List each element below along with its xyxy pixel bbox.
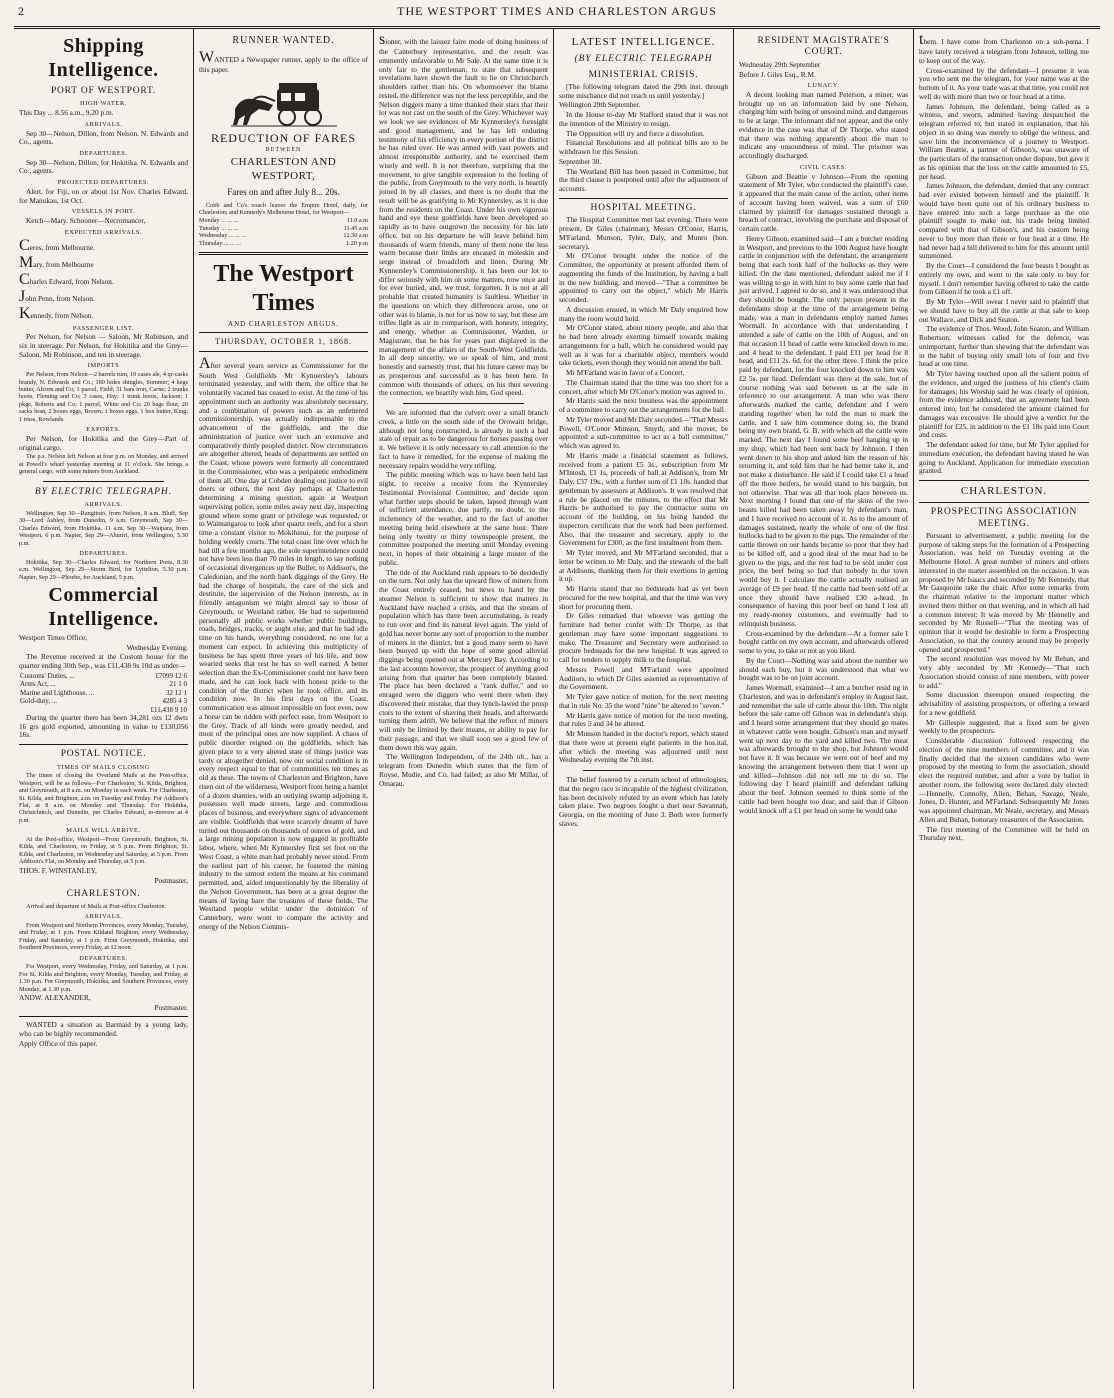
revenue-table <box>19 672 188 714</box>
crisis-note: [The following telegram dated the 29th inst. through some mischance did not reach us until yesterday.] <box>559 81 728 100</box>
timetable-row: Tuesday ... ... ... 11.45 a.m <box>199 224 368 232</box>
court-paragraph: Mr Tyler having touched upon all the salient points of the evidence, and urged the justness of his client's claim for damages; his Worship said he was clearly of opinion, from the evidence adduced, that an agreement had been entered into, but he considered the amount claimed for damages was excessive. He should give a verdict for the plaintiff for £25, in addition to the £1 18s paid into Court and costs. <box>919 369 1089 440</box>
rm-before: Before J. Giles Esq., R.M. <box>739 69 816 79</box>
prospecting-heading: PROSPECTING ASSOCIATION MEETING. <box>930 507 1078 529</box>
expected-line: John Penn, from Nelson. <box>19 287 95 305</box>
revenue-total: £11,438 9 10 <box>150 705 187 714</box>
charleston-intro: Arrival and departure of Mails at Post-office Charleston. <box>26 902 167 910</box>
route-heading: CHARLESTON AND WESTPORT, <box>230 156 337 182</box>
departures-text: Sep 30—Nelson, Dillon, for Hokitika. N. Edwards and Co., agents. <box>19 157 188 176</box>
prospecting-paragraph: The first meeting of the Committee will be held on Thursday next, <box>919 824 1089 843</box>
table-row: Arms Act, ... 21 1 0 <box>20 680 187 689</box>
sept30-date: September 30. <box>559 156 602 166</box>
hospital-paragraph: Mr Harris said the next business was the appointment of a committee to carry out the arrangements for the ball. <box>559 396 728 415</box>
postal-heading: POSTAL NOTICE. <box>60 749 147 760</box>
hospital-paragraph: Mr M'Farland was in favor of a Concert. <box>566 368 685 378</box>
imports-text: Per Nelson, from Nelson—2 barrels rum, 10 cases ale, 4 qr-casks brandy, N. Edwards and Co.; 160 hides shingles, Sommer; 4 kegs butter, Alcorn and Co; 1 parcel, Field; 31 bars iron, Carne; 2 trunks boots, Fleming and Co; 3 cases, Hay; 1 trunk boots, Jackson; 1 pkge, Roberts and Co; 1 parcel, White and Co; 20 bags flour, 20 sacks bran, 2 boxes eggs, Brown; 1 boxes eggs, 1 box butter, King; 1 truss, Rowlands. <box>19 371 188 423</box>
ch-departures-text: For Westport, every Wednesday, Friday, and Saturday, at 1 p.m. For St. Kilda and Brighton, every Monday, Tuesday, and Friday, at 1.30 p.m. For Greymouth, Hokitika, and Southern Provinces, every Monday, at 1.30 p.m. <box>19 963 188 993</box>
imports-heading: IMPORTS <box>87 362 120 370</box>
times-mails-heading: TIMES OF MAILS CLOSING <box>57 763 150 771</box>
exports-text: Per Nelson, for Hokitika and the Grey—Part of original cargo. <box>19 433 188 452</box>
page-number: 2 <box>18 4 24 18</box>
prospecting-paragraph: Pursuant to advertisement, a public meeting for the purpose of taking steps for the formation of a Prospecting Association, was held on Tuesday evening at the Melbourne Hotel. A great number of miners and others interested in the matter assembled on the occasion. It was proposed by Mr Isaacs and seconded by Mr Kennedy, that Mr Gasquoine take the chair. After some remarks from the chairman relative to the important matter which invited them thither on that evening, and in which all had a common interest: It was moved by Mr Hennelly and seconded by Mr Russell—"That the meeting was of opinion that it would be desirable to form a Prospecting Association, so that the country around may be properly opened and prospected." <box>919 530 1089 654</box>
postmaster-name: THOS. F. WINSTANLEY, <box>19 865 97 875</box>
expected-line: Mary, from Melbourne <box>19 253 94 271</box>
rm-date: Wednesday 29th September <box>739 59 821 69</box>
crisis-paragraph: In the House to-day Mr Stafford stated that it was not the intention of the Ministry to resign. <box>559 110 728 128</box>
high-water-text: This Day ... 8.56 a.m., 9.20 p.m. <box>19 108 114 118</box>
departures-heading: DEPARTURES. <box>79 150 128 158</box>
projected-heading: PROJECTED DEPARTURES. <box>57 179 150 187</box>
hospital-paragraph: Dr Giles remarked that whoever was getting the furniture had better confer with Dr Thorpe, as that gentleman may have some important suggestions to make. The Treasurer and Secretary were authorised to procure bedsteads for the new hospital. It was agreed to call for tenders to supply milk to the hospital. <box>559 611 728 665</box>
hospital-paragraph: Mr Tyler gave notice of motion, for the next meeting that in rule No. 35 the word "nine" be altered to "seven." <box>559 692 728 710</box>
expected-line: Ceres, from Melbourne. <box>19 236 95 254</box>
commercial-heading: Commercial Intelligence. <box>48 583 159 630</box>
charleston-heading: CHARLESTON. <box>960 485 1048 497</box>
hospital-paragraph: A discussion ensued, in which Mr Daly enquired how many the room would hold. <box>559 304 728 323</box>
column-1 <box>14 29 194 1389</box>
timetable-row: Monday ... ... ... 11.0 a.m <box>199 217 368 225</box>
prospecting-paragraph: Considerable discussion followed respecting the election of the nine members of committee, and it was finally decided that the sixteen candidates who were proposed by the meeting to form the association, should elect the required number, and after a vote by ballot in another room, the following were declared duly elected:—Hennelly, Connolly, Allen, Behan, Savage, Neale, Jones, D. Hunter, and M'Farland. Subsequently Mr Jones was appointed chairman, Mr Neale, secretary, and Messrs Allen and Behan, honorary treasurers of the Association. <box>919 736 1089 824</box>
hospital-paragraph: Mr Munson handed in the doctor's report, which stated that there were at present eight patients in the hos.ital, after which the meeting was adjourned until next Wednesday evening the 7th inst. <box>559 729 728 765</box>
coach-notice: Cobb and Co's coach leaves the Empire Hotel, daily, for Charleston; and Kennedy's Melbourne Hotel, for Westport— <box>199 201 368 216</box>
column-6 <box>914 29 1094 1389</box>
revenue-text: The Revenue received at the Custom house for the quarter ending 30th Sep., was £11,438 9s 10d as under— <box>19 652 188 671</box>
public-meeting-paragraph: The public meeting which was to have been held last night, to receive a receive from the Kynnersley Testimonial Provisional Committee, and decide upon what further steps should be taken, lapsed through want of sufficient attendance, due partly, no doubt, to the inclemency of the weather, and to the fact of another meeting being held elsewhere at the same hour. There being only twenty or thirty townspeople present, the committee postponed the meeting until Monday evening next, in hopes of their obtaining a large muster of the public. <box>379 470 548 567</box>
mails-arrive-heading: MAILS WILL ARRIVE. <box>66 827 141 835</box>
hospital-paragraph: Messrs Powell and M'Farland were appointed Auditors, to which Dr Giles assented as representative of the Government. <box>559 664 728 692</box>
hospital-paragraph: Mr O'Conor brought under the notice of the Committee, the opportunity at present afforded them of augmenting the funds of the Institution, by having a ball in the new building, and moved—"That a committee be appointed to carry out the object," which Mr Harris seconded. <box>559 251 728 305</box>
page-header <box>14 0 1100 29</box>
court-paragraph: Cross-examined by the defendant—I presume it was you who sent me the telegram, for your name was at the bottom of it. As your trade was at that time, you could not well do with more than two or four head at a time. <box>919 65 1089 101</box>
reduction-heading: REDUCTION OF FARES <box>210 130 357 145</box>
table-row: Gold-duty, ... 4285 4 3 <box>20 697 187 706</box>
court-paragraph: The evidence of Thos. Wood, John Seaton, and William Robertson, witnesses called for the defence, was unimportant, further than shewing that the defendant was in the habit of buying only small lots of four and five head at one time. <box>919 324 1089 369</box>
shipping-heading: Shipping Intelligence. <box>48 35 159 81</box>
office-date: Wednesday Evening. <box>126 642 188 652</box>
lunacy-heading: LUNACY. <box>807 82 840 90</box>
auckland-rush-paragraph: The tide of the Auckland rush appears to be decidedly on the turn. Not only has the upward flow of miners from the Coast entirely ceased, but news to hand by the steamer Nelson is sufficient to show that matters in Auckland have reached a crisis, and that the stream of population which has there been accumulating, is ready to run over and find its natural level again. The yield of gold has never borne any sort of proportion to the number of miners in the district, but a good many seem to have been buoyed up with the hope of some good alluvial diggings being opened out at Mercury Bay. According to the last accounts however, the prospect of anything good arising from that quarter has been completely blasted. The place has been declared a "rank duffer," and so enraged were the diggers who went there when they discovered their mistake, that they lynch-lawed the prosp ctors to the extent of shaving their heads, and afterwards turning them adrift. We believe that the reflux of miners will only be limited by their means, or ability to pay for their passage, and that we shall soon see a good few of them down this way again. <box>379 567 549 752</box>
tel-departures-text: Hokitika, Sep 30—Charles Edward, for Northern Ports, 8.30 a.m. Wellington, Sep 29—Storm Bird, for Lyttelton, 5.30 p.m. Napier, Sep 29—Phoebe, for Auckland, 5 p.m. <box>19 558 188 581</box>
timetable-row: Wednesday ... ... ... 12.30 a.m <box>199 232 368 240</box>
crisis-paragraph: Financial Resolutions and all political bills are to be withdrawn for this Session. <box>559 138 728 157</box>
fares-text: Fares on and after July 8... 20s. <box>227 186 340 197</box>
column-5 <box>734 29 914 1389</box>
vessels-text: Ketch—Mary. Schooner—Necromancer, <box>26 216 146 226</box>
hospital-paragraph: Mr Harris gave notice of motion for the next meeting, that rules 5 and 34 be altered. <box>559 710 728 729</box>
passenger-text: Per Nelson, for Nelson — Saloon, Mr Robinson, and six in steerage. Per Nelson, for Hokitika and the Grey—Saloon, Mr Robinson, and ten in steerage. <box>19 332 188 359</box>
runner-heading: RUNNER WANTED. <box>232 35 335 46</box>
expected-heading: EXPECTED ARRIVALS. <box>64 228 143 236</box>
ch-postmaster-title: Postmaster. <box>154 1002 188 1012</box>
expected-line: Charles Edward, from Nelson. <box>19 270 114 288</box>
port-heading: PORT OF WESTPORT. <box>50 86 157 96</box>
mails-arrive-text: At the Post-office, Westport—From Greymouth, Brighton, St. Kilda, and Charleston, on Friday, at 5 p.m. From Brighton, St. Kilda, and Charleston, on Wednesday and Saturday, at 5 p.m. From Addison's Flat, on Monday and Thursday, at 5 p.m. <box>19 836 188 866</box>
ss-note: The p.s. Nelson left Nelson at four p.m. on Monday, and arrived at Powell's wharf yesterday morning at 11 o'clock. She brings a general cargo, with some miners from Auckland. <box>19 453 188 476</box>
telegraph-heading: BY ELECTRIC TELEGRAPH. <box>34 486 173 497</box>
crisis-date: Wellington 29th September. <box>559 100 641 110</box>
editorial-continued: sioner, with the laissez faire mode of doing business of the Canterbury representative, and the result was eminently unfavorable to Mr Sale. At the same time it is only fair to the gentleman, to state that subsequent revelations have shown the fault to lie on Christchurch shoulders rather than his. On whomsoever the blame rested, the difference was not the less perceptible, and the Nelson diggers many a time thanked their stars that their lot was not cast on the south of the Grey. Whichever way we look we see evidences of Mr Kynnersley's foresight and good management, and he has left enduring testimony of his efficiency in every portion of the district he has ruled over. He was armed with vast powers and almost irresponsible authority, and he exercised them wisely and well. It is not therefore, surprising that the movement, to give tangible expression to the feeling of the public, from Greymouth to the very north, is heartily joined in by all classes, and there is no doubt that the result will be as gratifying to Mr Kynnersley, as it is due from the residents on the Coast. Under his own vigorous hand and eye these goldfields have been developed so rapidly as to have outgrown the necessity for his late office, but on his departure he will leave behind him thousands of warm friends, many of them none the less warm because their limbs are encased in moleskin and serge instead of broadcloth and linen. During Mr Kynnersley's Commissionership, it has been our lot to differ seriously with him on some matters, now once and for ever buried, and, we trust, forgotten. It is not at all probable that created humanity is faultless. Whether in the questions on which they differences arose, one or other was to blame, is not for us now to say, but these are trifles light as air in comparison, with honesty, integrity, and energy, whether as Commissioner, Warden, or Magistrate, that he has for years past displayed in the management of the affairs of the South-West Goldfields. In all deep sincerity, we so speak of him, and most honestly and earnestly trust, that his future career may be as prosperous and successful as it has been here. In common with thousands of others, on his thus severing the connection, we heartily wish him, God speed. <box>379 31 548 398</box>
runner-ad: WANTED a Newspaper runner, apply to the office of this paper. <box>199 49 368 74</box>
masthead: The Westport Times <box>213 261 354 316</box>
between-label: BETWEEN <box>265 147 302 154</box>
prospecting-paragraph: The second resolution was moved by Mr Behan, and very ably seconded by Mr Kennedy—"That such Association should consist of nine members, with power to add." <box>919 654 1089 690</box>
tel-arrivals-text: Wellington, Sep 30—Rangitoto, from Nelson, 8 a.m. Bluff, Sep 30—Lord Ashley, from Dunedin, 9 a.m. Greymouth, Sep 30—Charles Edward, from Hokitika, 11 a.m. Sep 30—Waipara, from Westport, 6 p.m. Napier, Sep 29—Ahuriri, from Wellington, 5.30 p.m. <box>19 509 188 547</box>
ch-arrivals-heading: ARRIVALS. <box>84 913 123 921</box>
table-row: Customs' Duties, ... £7099 12 6 <box>20 671 187 680</box>
passenger-heading: PASSENGER LIST. <box>72 324 135 332</box>
latest-heading: LATEST INTELLIGENCE. <box>571 36 716 48</box>
ch-arrivals-text: From Westport and Northern Provinces, every Monday, Tuesday, and Friday, at 1 p.m. From Kildand Brighton, every Wednesday, Friday, and Saturday, at 1 p.m. From Greymouth, Hokitika, and Southern Provinces, every Friday, at 12 noon. <box>19 921 188 952</box>
hospital-paragraph: Mr Tyler moved, and Mr M'Farland seconded, that a letter be written to Mr Daly, and the stewards of the ball at Addisons, thanking them for their exertions in getting it up. <box>559 548 728 584</box>
rm-court-heading: RESIDENT MAGISTRATE'S COURT. <box>757 36 890 58</box>
prospecting-paragraph: Some discussion thereupon ensued respecting the advisability of assisting prospectors, or offering a reward for a new goldfield. <box>919 690 1089 717</box>
crisis-paragraph: The Opposition will try and force a dissolution. <box>566 128 705 138</box>
civil-paragraph: By the Court—Nothing was said about the number we should each buy, but it was understood that what we bought was to be on joint account. <box>739 655 908 683</box>
ch-departures-heading: DEPARTURES. <box>79 954 128 962</box>
court-paragraph: By the Court—I considered the four beasts I bought as entirely my own, and went to the sale only to buy for myself. I don't remember having offered to take the cattle from Gibson if he took a £1 off. <box>919 261 1089 297</box>
arrivals-heading: ARRIVALS. <box>84 120 123 128</box>
lunacy-text: A decent looking man named Peterson, a miner, was brought up on an information laid by one Nelson, charging him with being of unsound mind, and dangerous to be at large. The informant did not appear, and the only evidence in the case was that of Dr Thorpe, who stated that there was nothing apparently about the man to indicate any unsoundness of mind. The prisoner was accordingly discharged. <box>739 89 908 161</box>
coach-and-horses-icon <box>229 79 339 129</box>
civil-heading: CIVIL CASES. <box>799 163 848 171</box>
court-paragraph: James Johnson, the defendant, being called as a witness, and sworn, admitted having despatched the telegram referred to, but stated in explanation, that his object in so doing was merely to oblige the witness, and save him the inconvenience of a journey to Westport. William Beattie, a partner of Gibson's, was unaware of the particulars of the transaction under dispute, but gave it as his opinion that the loss on the cattle amounted to £5, per head. <box>919 101 1089 181</box>
office-line: Westport Times Office, <box>19 632 87 642</box>
newspaper-title: THE WESTPORT TIMES AND CHARLESTON ARGUS <box>397 4 717 18</box>
ch-postmaster-name: ANDW. ALEXANDER, <box>19 992 91 1002</box>
civil-paragraph: James Wormall, examined—I am a butcher resid ng in Charleston, and was in defendant's employ in August last, and remember the sale of cattle about the 10th. The night before the sale came off Gibson was in defendant's shop, and I heard some arrangement that they should go mates in whatever cattle were bought. Gibson's man and myself went up next day to the yard and killed two. The meat was afterwards brought to the shop, but Johnson would not have it. It was because we were out of beef and my knowing the arrangement between them that I went up and killed—Johnson did not tell me to do so. The following day I heard plaintiff and defendant talking about the beef. Johnson seemed to think some of the cattle had been bought too dear, and said that if Gibson would knock off a £1 per head on some he would take <box>739 683 908 815</box>
charleston-mail-heading: CHARLESTON. <box>66 889 141 900</box>
civil-paragraph: Henry Gibson, examined said—I am a butcher residing in Westport, and previous to the 10th August have bought cattle in conjunction with the defendant, the arrangement being that each took half of the bullocks as they were killed. On the date mentioned, defendant asked me if I was willing to go in with him to buy some cattle that had just arrived. I agreed to do so, and it was understood that they should be bought. The only person present in the defendants shop at the time of the arrangement being made, was a man in defendants employ named James Wormall. In accordance with that understanding I attended a sale of cattle on the 10th of August, and on that occasion 11 head of cattle were knocked down to me, and 4 head to the defendant. I paid £11 per head for 8 head, and £11 2s. 6d. for the other three. I think the price paid by defendant, for the four knocked down to him was £2 5s. per head. Defendant was there at the sale, but of course nothing was said between us at the sale in reference to our arrangement. A man who was there afterwards marked the cattle, defendant and I were standing together when he told the man to mark the cattle, and I saw him commence doing so, the brand being my own brand, G. B. with which all the cattle were marked. The next day I found some beef hanging up in my shop, which had been sent back by Johnson. I then went down to his shop and asked him the reason of his returning it, and told him that he had better take it, and not make a disturbance. He said if I could take £1 a head off the three heifers, he would stand to his bargain, but not otherwise. That was all that took place between us. Next morning I found that one of the skins of the two beasts killed had been taken away by defendant's man, and I have received no account of it. As to the amount of damages sustained, nearly the whole of one of the first bullocks had to be given to the pigs. The remainder of the cattle thrown on our hands became so poor that they had to be killed off, and a good deal of the meat had to be given to the pigs, and the rest had to be sold under cost price, the beef being so bad that nobody in the town would buy it. I calculate the cattle actually realised an average of £9 per head. If the cattle had been sold off at once they should have realised £30 a-head. In consequence of having this poor beef on hand I lost all my ready-money customers, and eventually had to relinquish business. <box>739 233 908 628</box>
hospital-paragraph: Mr Harris stated that no bedsteads had as yet been procured for the new hospital, and that the time was very short for procuring them. <box>559 584 728 611</box>
hospital-heading: HOSPITAL MEETING. <box>590 202 697 213</box>
table-row: Marine and Lighthouse, ... 32 12 1 <box>20 688 187 697</box>
civil-paragraph: Gibson and Beattie v Johnson—From the opening statement of Mr Tyler, who conducted the plaintiff's case, it appeared that the main cause of the action, other items of account having been waived, was a sum of £60 claimed by plaintiff for damages sustained through a breach of contract, involving the purchase and disposal of certain cattle. <box>739 171 908 234</box>
hospital-paragraph: The Chairman stated that the time was too short for a concert, after which Mr O'Conor's motion was agreed to. <box>559 377 728 396</box>
court-paragraph: The defendant asked for time, but Mr Tyler applied for immediate execution, the defendant having stated he was going to Auckland. Application for immediate execution granted. <box>919 440 1089 476</box>
westland-bill: The Westland Bill has been passed in Committee, but the third clause is postponed until after the adjustment of accounts. <box>559 166 728 194</box>
hospital-paragraph: Mr Harris made a financial statement as follows, received from a patient £5 3s., subscription from Mr M'Intosh, £1 1s, proceeds of ball at Addison's, from Mr Daly, £37 19s., with a further sum of £1 10s. handed that gentleman by assessors at Addison's. It was resolved that a rule be placed on the minutes, to the effect that Mr Harris be authorised to pay the contractor sums on account of the building, on his being handed the inspectors certificate that the work had been performed. Also, that the treasurer and secretary, apply to the Government for £300, as the first instalment from them. <box>559 450 728 548</box>
court-paragraph: them. I have come from Charleston on a sub-pœna. I have lately received a telegram from Johnson, telling me to keep out of the way. <box>919 31 1089 65</box>
postal-text: The times of closing the Overland Mails at the Post-office, Westport, will be as follows—For Charleston, St. Kilda, Brighton, and Greymouth, at 8 a.m. on Monday in each week. For Charleston, St. Kilda, and Brighton, a.m. on Tuesday and Friday. For Addison's Flat, at 8 a.m. on Monday and Thursday. For Hokitika, Christchurch, and Dunedin, per Charles Edward, to-morrow at 4 p.m. <box>19 772 188 824</box>
culvert-paragraph: We are informed that the culvert over a small branch creek, a little on the south side of the Orowaiti bridge, although not long constructed, is already in such a bad state of repair as to be dangerous for horses passing over it. We believe it is only necessary to call attention to the fact to have it remedied, for the expense of making the necessary repairs would be very trifling. <box>379 408 548 470</box>
arrivals-text: Sep 30—Nelson, Dillon, from Nelson. N. Edwards and Co., agents. <box>19 128 188 147</box>
court-paragraph: By Mr Tyler—Will swear I never said to plaintiff that we should have to buy all the cattle at that sale to keep out Wallace, and Dick and Seaton. <box>919 297 1089 324</box>
gold-text: During the quarter there has been 34,281 ozs 12 dwts 16 grs gold exported, amounting in value to £130,056 16s. <box>19 712 188 740</box>
timetable-row: Thursday ... ... ... 1.20 p.m <box>199 239 368 247</box>
masthead-subtitle: AND CHARLESTON ARGUS. <box>228 319 339 328</box>
dateline: THURSDAY, OCTOBER 1, 1868. <box>215 337 352 347</box>
column-2 <box>194 29 374 1389</box>
column-4 <box>554 29 734 1389</box>
hospital-paragraph: Mr Tyler moved and Mr Daly seconded—"That Messrs Powell, O'Conor Munson, Smyth, and the mover, be appointed a sub-committee to act as a ball committee," which was agreed to. <box>559 414 728 451</box>
wanted-ad: WANTED a situation as Barmaid by a young lady, who can be highly recommended. <box>19 1020 188 1039</box>
civil-paragraph: Cross-examined by the defendant—At a former sale I bought cattle on my own account, and afterwards offered some to you, to take or not as you liked. <box>739 628 908 656</box>
vessels-heading: VESSELS IN PORT. <box>71 208 136 216</box>
crisis-heading: MINISTERIAL CRISIS. <box>588 69 699 80</box>
hospital-paragraph: The Hospital Committee met last evening. There were present, Dr Giles (chairman), Messrs O'Conor, Harris, M'Farland, Munson, Tyler, Daly, and Munro (hon. secretary). <box>559 215 728 251</box>
projected-text: Alert, for Fiji, on or about 1st Nov. Charles Edward, for Manukau, 1st Oct. <box>19 186 188 205</box>
wellington-paragraph: The Wellington Independent, of the 24th ult., has a telegram from Dunedin which states that the firm of Royse, Mudie, and Co. had failed; as also Mr Millar, of Omarau. <box>379 752 548 788</box>
ethnology-paragraph: The belief fostered by a certain school of ethnologists, that the negro race is incapable of the highest civilization, has been decisively refuted by an event which has lately taken place. Two negroes fought a duel near Savannah, Georgia, on the morning of June 3. Both were formerly slaves. <box>559 775 728 828</box>
column-3 <box>374 29 554 1389</box>
high-water-heading: HIGH WATER. <box>80 100 127 108</box>
hospital-paragraph: Mr O'Conor stated, about ninety people, and also that he had been already exerting himself towards making arrangements for a ball, which he considered would pay well as it was for a charitable object, members would take tickets, even though they would not attend the ball. <box>559 323 728 368</box>
postmaster-title: Postmaster, <box>154 875 188 885</box>
editorial-paragraph: After several years service as Commissioner for the South West Goldfields Mr Kynnersley's labours terminated yesterday, and with them, the office that he voluntarily vacated has ceased to exist. At the time of his appointment such an authority was absolutely necessary, and a combination of powers such as an unfettered commissionership, was actually indispensable to the advancement of the goldfields, and the due administration of justice over such an extensive and comparatively thinly peopled district. Now circumstances are altogether altered, heads of departments are settled on the Coast, whose powers were formerly all concentrated in the Commissioner, who was a peripatetic embodiment of them all. One day at Cobden dealing out justice to evil doers or others, the next day perhaps at Charleston determining a mining question, again at Westport supervising police, some miles away next day, inspecting ground where some grant or privilege was requested, or to Waimangaroa to look after quartz reefs, and for a short time a constant visitor to Mokihinui, for the purpose of holding weekly courts. The total coast line over which he had till a few months ago, the sole superintendence could not have been less than 70 miles in length, to say nothing of occasional divergences up the Buller, to Addison's, the Caledonian, and the north bank diggings of the Grey. He had the charge of hospitals, the care of the sick and destitute, the supervision of the Nelson interests, as in friendly antagonism we might almost say to those of Greymouth, or Westland rather. He had to superintend personally all public works whether public buildings, roads, bridges, tracks, or aught else, and that he had idle time on his hands, everything considered, no one for a moment can expect. In achieving this multiplicity of business he has spent three years of his life, and now wearied seeks that rest he has so well earned. A better selection than the Ex-Commissioner could not have been made, and he can look back with honest pride to the condition of the district when he took office, and its condition now. In his first days on the Coast, communication was almost impossible on foot even, now a horse can be ridden with perfect ease, from Westport to the Grey. Track of all kinds were greatly needed, and most of the principal ones are now supplied. A chaos of public disorder reigned on the goldfields, which has given place to a very altered state of things justice was tardy or altogether denied, now our social condition is in every respect equal to that of communities ten times as old as these. The towns of Charleston and Brighton, have risen out of the wilderness, Westport from being a hamlet of a dozen shanties, with an outlying swamp adjoining it, possesses well made streets, large and commodious places of business, and everywhere signs of advancement are visible. Goldfields that were scarcely dreamt of have turned out thousands on thousands of ounces of gold, and a large mining population is now engaged in profitable labor, where, when Mr Kynnersley first set foot on the West Coast, a white man had probably never stood. From the earliest part of his career, he fostered the mining industry to the utmost extent the means at his command permitted, and, aided unquestionably by the liberality of the Nelson Government, has been at a great degree the means of laying bare the treasures of these fields. The Westland people whilst under the dominion of Canterbury, were wont to compare the activity and energy of the Nelson Commis- <box>199 354 368 931</box>
tel-arrivals-heading: ARRIVALS. <box>84 501 123 509</box>
expected-line: Kennedy, from Nelson. <box>19 304 94 322</box>
court-paragraph: James Johnson, the defendant, denied that any contract had ever existed between himself and the plaintiff. It would have been quite out of his ordinary business to have entered into such a large purchase as the one plaintiff sought to make out, his trade being limited compared with that of Gibson's, and his custom being never to buy more than three or four head at a time. He had never had a bill delivered to him for this amount until summoned. <box>919 181 1089 261</box>
prospecting-paragraph: Mr Gillespie suggested, that a fixed sum be given weekly to the prospectors. <box>919 717 1089 736</box>
tel-departures-heading: DEPARTURES. <box>79 549 128 557</box>
exports-heading: EXPORTS. <box>86 426 121 434</box>
telegraph-heading: (BY ELECTRIC TELEGRAPH <box>574 54 713 65</box>
wanted-apply: Apply Office of this paper. <box>19 1038 98 1048</box>
